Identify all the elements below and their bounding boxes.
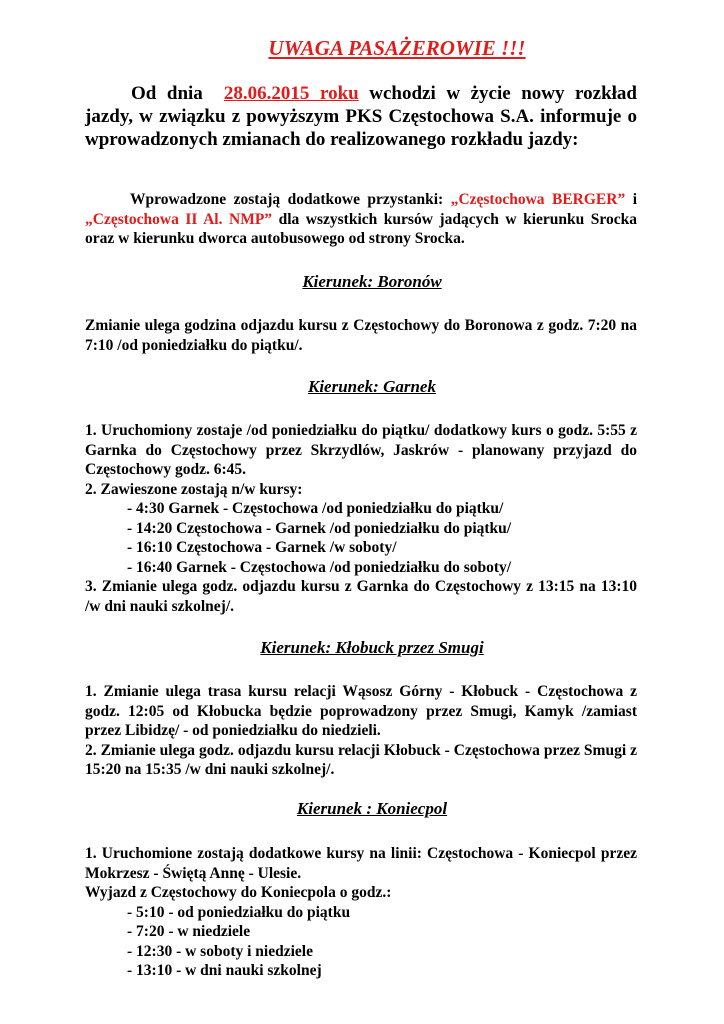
intro-text-start: Od dnia — [131, 83, 203, 104]
intro-text-end: wchodzi w życie nowy rozkład jazdy, w związku z powyższym PKS Częstochowa S.A. informuje o wprowadzonych zmianach do realizowanego rozkładu jazdy: — [85, 83, 637, 150]
effective-date: 28.06.2015 roku — [223, 83, 359, 104]
heading-garnek: Kierunek: Garnek — [308, 377, 436, 396]
garnek-section — [85, 421, 637, 616]
heading-klobuck: Kierunek: Kłobuck przez Smugi — [260, 638, 484, 657]
stops-text-start: Wprowadzone zostają dodatkowe przystanki: — [130, 191, 444, 208]
boronow-text: Zmianie ulega godzina odjazdu kursu z Częstochowy do Boronowa z godz. 7:20 na 7:10 /od poniedziałku do piątku/. — [85, 317, 637, 354]
garnek-item-1: 1. Uruchomiony zostaje /od poniedziałku do piątku/ dodatkowy kurs o godz. 5:55 z Garnka do Częstochowy przez Skrzydlów, Jaskrów - planowany przyjazd do Częstochowy godz. 6:45. — [85, 422, 637, 478]
klobuck-section — [85, 682, 637, 780]
heading-koniecpol: Kierunek : Koniecpol — [296, 799, 448, 818]
garnek-item-2: 2. Zawieszone zostają n/w kursy: — [85, 480, 303, 498]
stops-and: i — [632, 191, 638, 208]
koniecpol-item-1: 1. Uruchomione zostają dodatkowe kursy na linii: Częstochowa - Koniecpol przez Mokrzesz - Świętą Annę - Ulesie. — [85, 845, 637, 882]
stop-nmp: „Częstochowa II Al. NMP” — [85, 210, 273, 228]
garnek-suspended-4: - 16:40 Garnek - Częstochowa /od poniedziałku do soboty/ — [127, 558, 512, 576]
garnek-suspended-3: - 16:10 Częstochowa - Garnek /w soboty/ — [127, 539, 397, 556]
koniecpol-departure-1: - 5:10 - od poniedziałku do piątku — [127, 903, 351, 921]
new-stops-paragraph — [85, 190, 637, 249]
stop-berger: „Częstochowa BERGER” — [450, 191, 626, 208]
garnek-suspended-1: - 4:30 Garnek - Częstochowa /od poniedziałku do piątku/ — [127, 500, 504, 517]
koniecpol-departure-3: - 12:30 - w soboty i niedziele — [127, 942, 313, 960]
koniecpol-departure-2: - 7:20 - w niedziele — [127, 923, 251, 940]
garnek-item-3: 3. Zmianie ulega godz. odjazdu kursu z Garnka do Częstochowy z 13:15 na 13:10 /w dni nauki szkolnej/. — [85, 578, 637, 615]
koniecpol-section — [85, 844, 637, 981]
stops-text-end: dla wszystkich kursów jadących w kierunku Srocka oraz w kierunku dworca autobusowego od strony Srocka. — [85, 210, 638, 247]
koniecpol-departure-4: - 13:10 - w dni nauki szkolnej — [127, 962, 322, 979]
klobuck-item-1: 1. Zmianie ulega trasa kursu relacji Wąsosz Górny - Kłobuck - Częstochowa z godz. 12:05 od Kłobucka będzie poprowadzony przez Smugi, Kamyk /zamiast przez Libidzę/ - od poniedziałku do niedzieli. — [85, 683, 637, 739]
klobuck-item-2: 2. Zmianie ulega godz. odjazdu kursu relacji Kłobuck - Częstochowa przez Smugi z 15:20 na 15:35 /w dni nauki szkolnej/. — [85, 741, 637, 778]
notice-title: UWAGA PASAŻEROWIE !!! — [268, 36, 526, 60]
garnek-suspended-2: - 14:20 Częstochowa - Garnek /od poniedziałku do piątku/ — [127, 519, 512, 537]
intro-paragraph — [85, 82, 637, 151]
koniecpol-item-2: Wyjazd z Częstochowy do Koniecpola o godz.: — [85, 884, 392, 901]
heading-boronow: Kierunek: Boronów — [302, 272, 442, 291]
